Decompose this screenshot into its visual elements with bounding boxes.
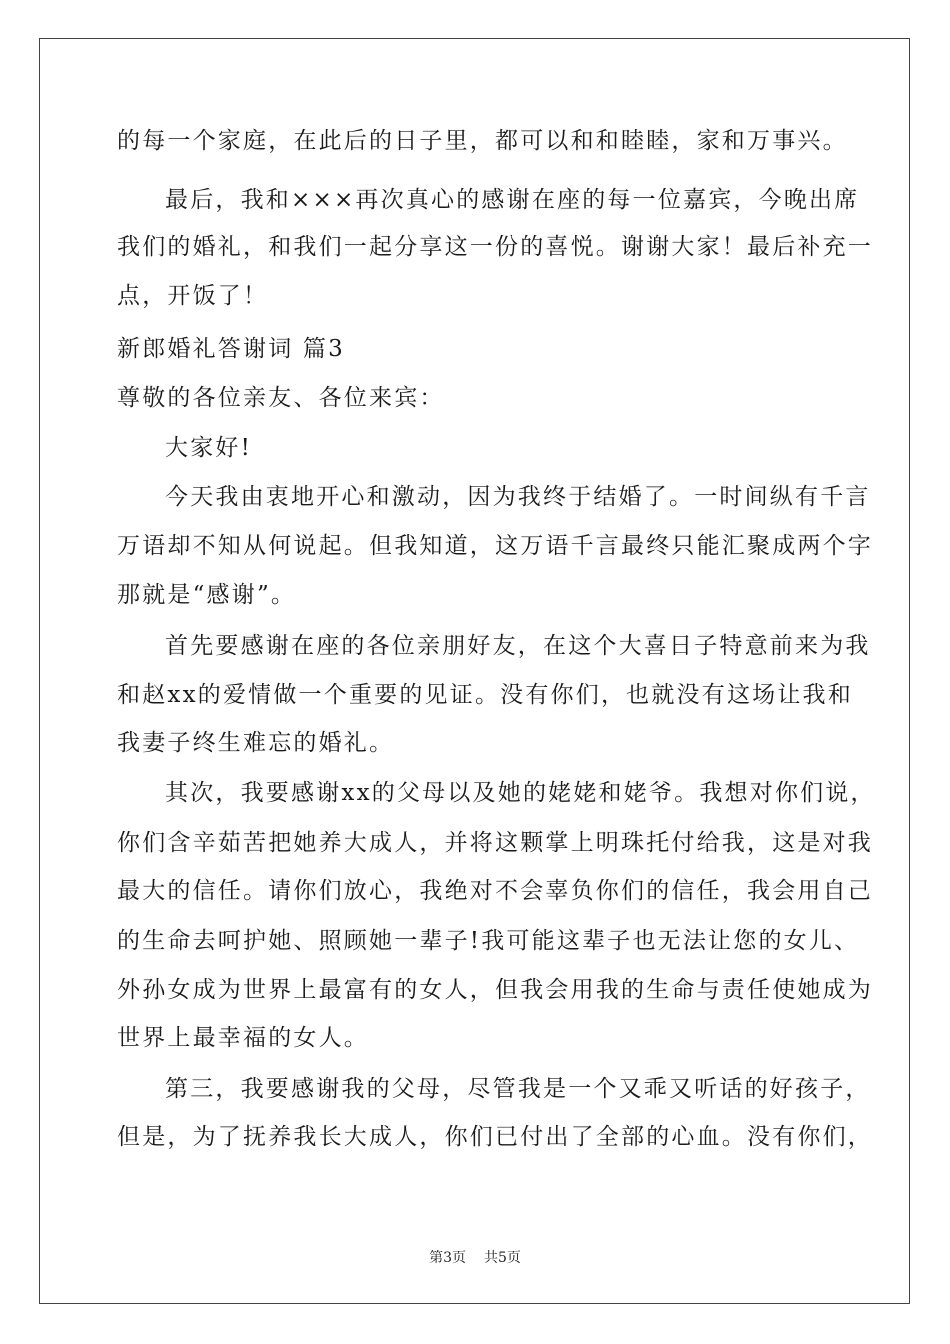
text-line: 外孙女成为世界上最富有的女人，但我会用我的生命与责任使她成为 xyxy=(117,977,873,1003)
text-line: 点，开饭了！ xyxy=(117,283,269,309)
text-line: 今天我由衷地开心和激动，因为我终于结婚了。一时间纵有千言 xyxy=(165,484,871,510)
salutation: 尊敬的各位亲友、各位来宾： xyxy=(117,385,445,411)
text-line: 其次，我要感谢xx的父母以及她的姥姥和姥爷。我想对你们说， xyxy=(165,780,876,806)
text-line: 但是，为了抚养我长大成人，你们已付出了全部的心血。没有你们， xyxy=(117,1124,873,1150)
text-line: 我们的婚礼，和我们一起分享这一份的喜悦。谢谢大家！最后补充一 xyxy=(117,234,873,260)
greeting: 大家好! xyxy=(165,435,253,461)
section-heading: 新郎婚礼答谢词 篇3 xyxy=(117,336,345,362)
text-line: 和赵xx的爱情做一个重要的见证。没有你们，也就没有这场让我和 xyxy=(117,682,853,708)
page-border xyxy=(39,38,910,1304)
text-line: 世界上最幸福的女人。 xyxy=(117,1025,369,1051)
text-line: 万语却不知从何说起。但我知道，这万语千言最终只能汇聚成两个字 xyxy=(117,533,873,559)
text-line: 你们含辛茹苦把她养大成人，并将这颗掌上明珠托付给我，这是对我 xyxy=(117,830,873,856)
page-number: 第3页 xyxy=(429,1250,466,1266)
text-line: 那就是“感谢”。 xyxy=(117,582,297,608)
text-line: 我妻子终生难忘的婚礼。 xyxy=(117,730,395,756)
text-line: 最后，我和×××再次真心的感谢在座的每一位嘉宾，今晚出席 xyxy=(165,187,860,213)
page-total: 共5页 xyxy=(484,1250,521,1266)
text-line: 第三，我要感谢我的父母，尽管我是一个又乖又听话的好孩子， xyxy=(165,1076,871,1102)
text-line: 首先要感谢在座的各位亲朋好友，在这个大喜日子特意前来为我 xyxy=(165,633,871,659)
text-line: 的每一个家庭，在此后的日子里，都可以和和睦睦，家和万事兴。 xyxy=(117,128,848,154)
page-footer xyxy=(0,1247,950,1267)
text-line: 最大的信任。请你们放心，我绝对不会辜负你们的信任，我会用自己 xyxy=(117,878,873,904)
text-line: 的生命去呵护她、照顾她一辈子!我可能这辈子也无法让您的女儿、 xyxy=(117,928,860,954)
